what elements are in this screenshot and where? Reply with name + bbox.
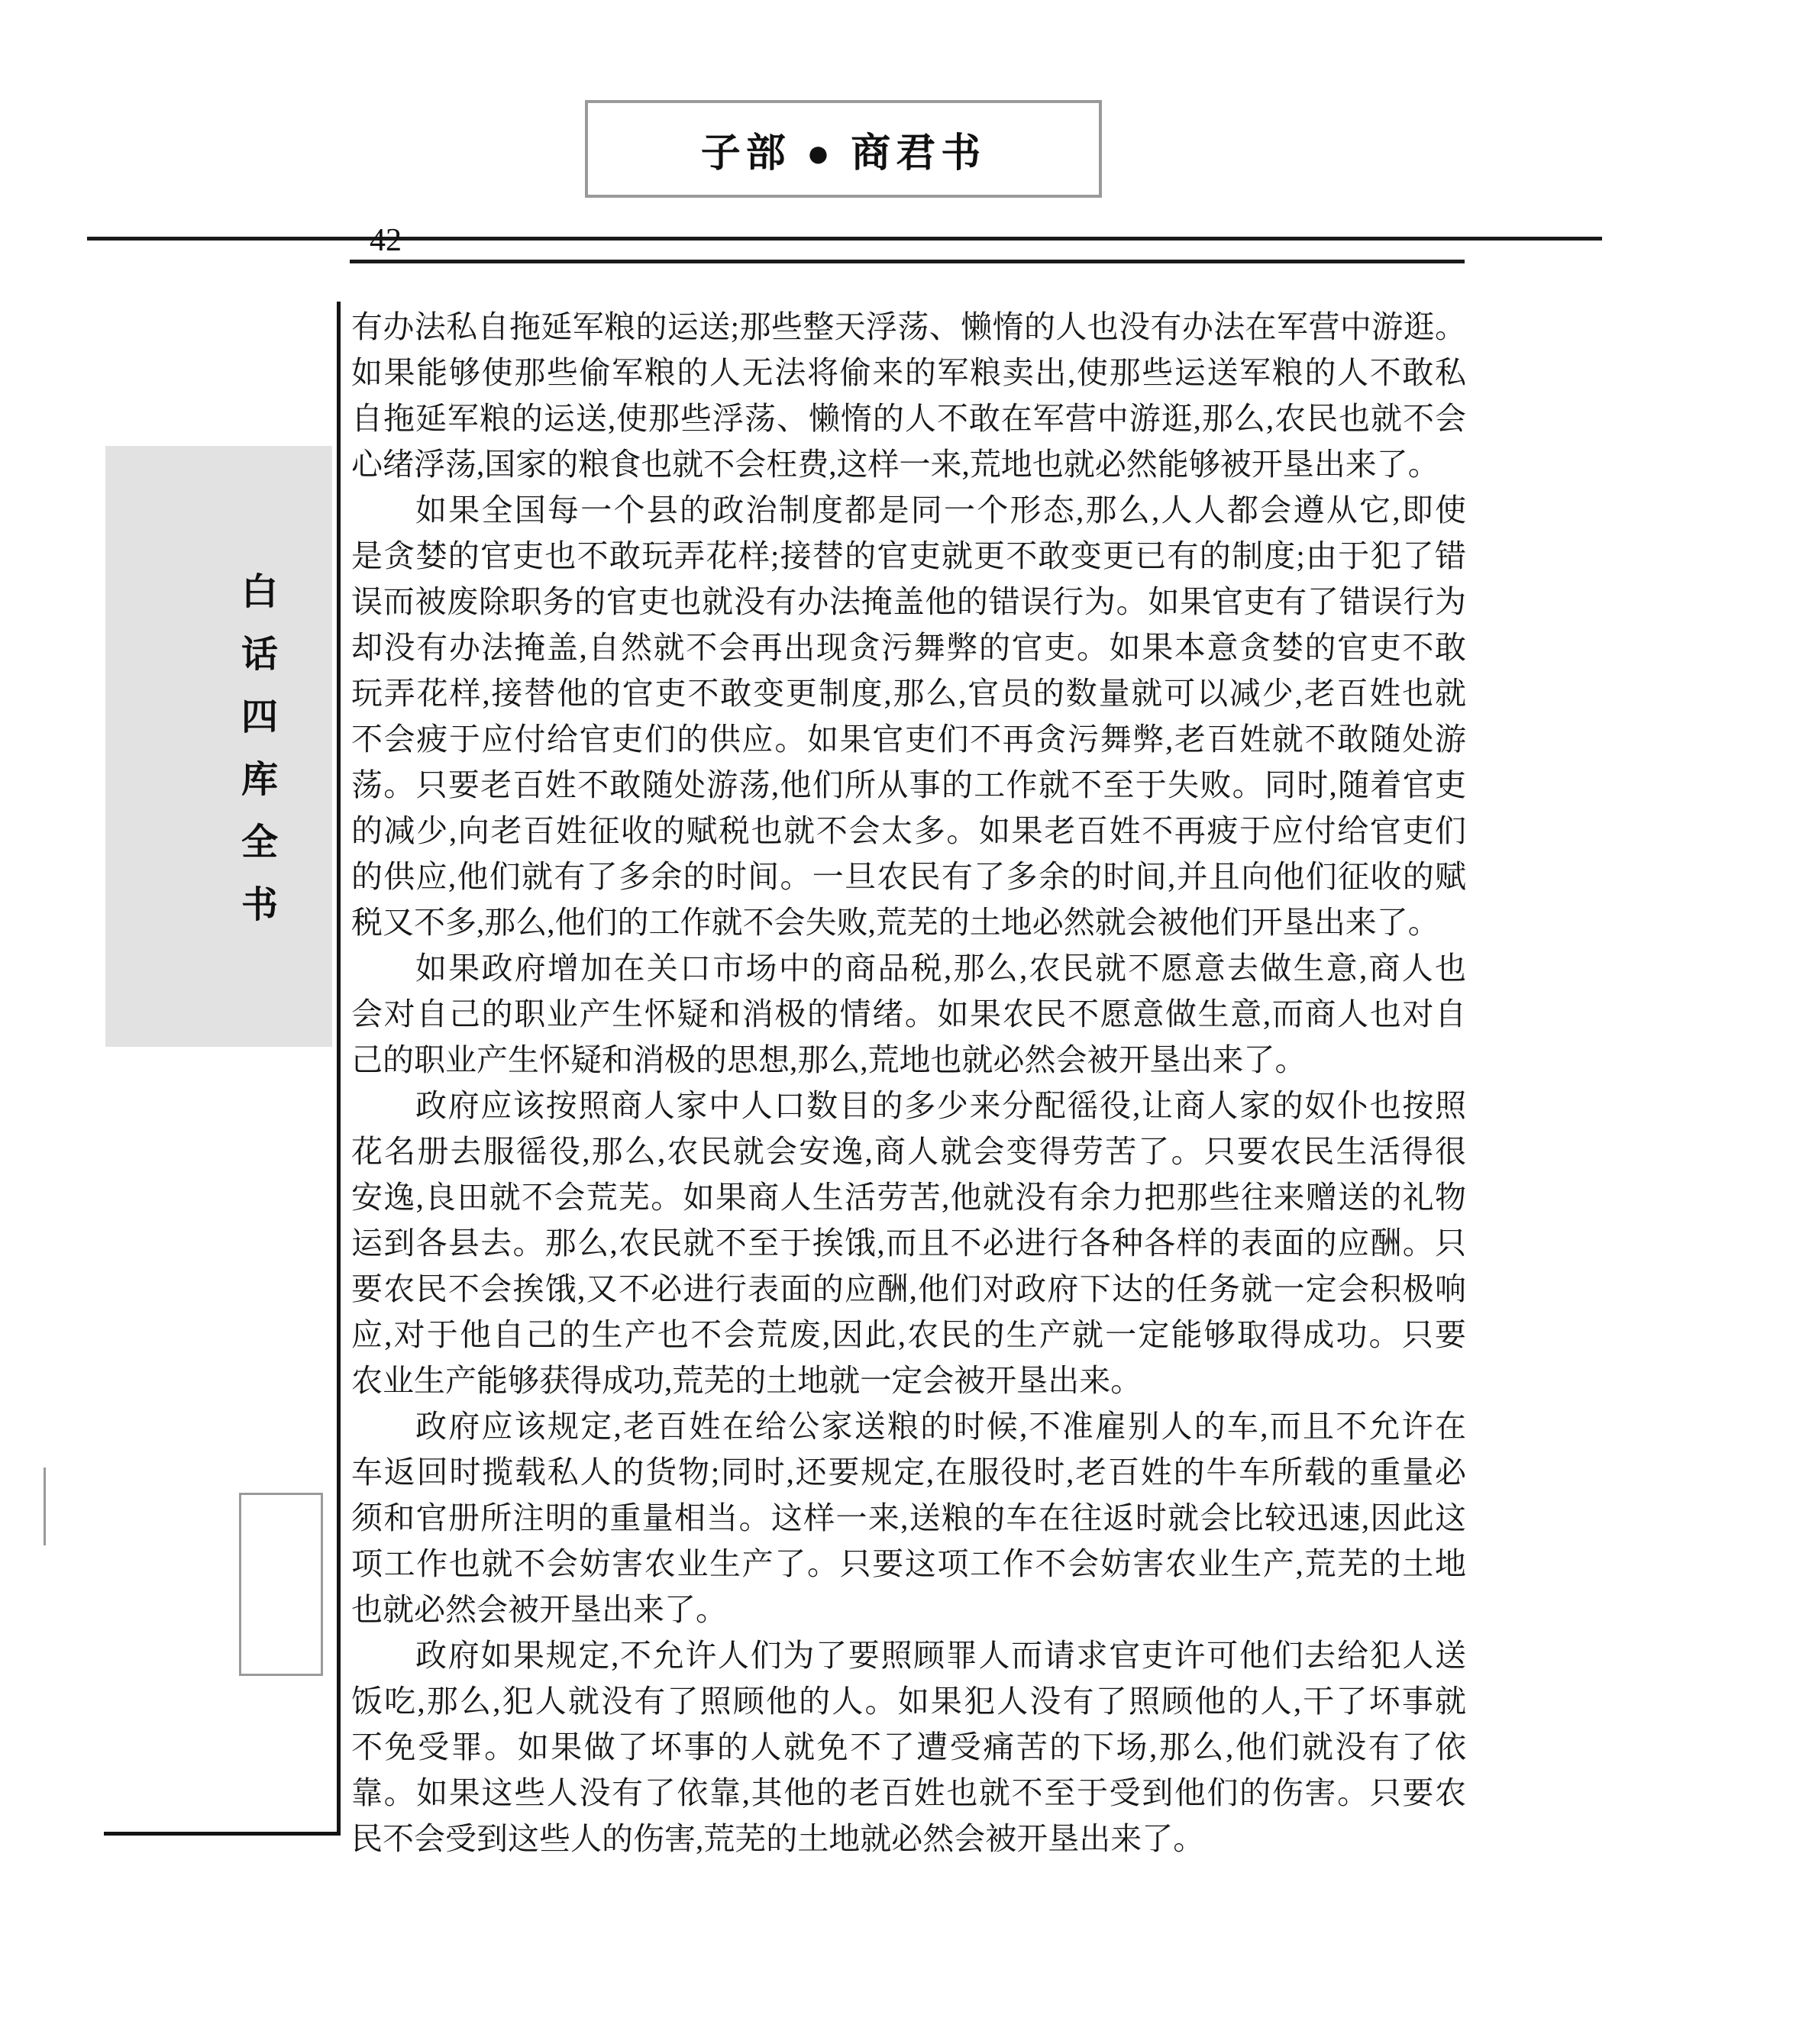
page-number: 42 [370,223,402,258]
text-line: 如果全国每一个县的政治制度都是同一个形态,那么,人人都会遵从它,即使 [415,492,1466,528]
text-line: 荡。只要老百姓不敢随处游荡,他们所从事的工作就不至于失败。同时,随着官吏 [351,767,1466,802]
text-line: 政府应该规定,老百姓在给公家送粮的时候,不准雇别人的车,而且不允许在 [415,1409,1466,1444]
series-title-vertical [236,569,283,945]
series-char: 库 [241,760,278,800]
empty-note-box [239,1493,323,1676]
series-panel [105,446,332,1047]
text-line: 不会疲于应付给官吏们的供应。如果官吏们不再贪污舞弊,老百姓就不敢随处游 [351,722,1466,757]
text-line: 的供应,他们就有了多余的时间。一旦农民有了多余的时间,并且向他们征收的赋 [351,859,1466,894]
text-line: 如果能够使那些偷军粮的人无法将偷来的军粮卖出,使那些运送军粮的人不敢私 [351,355,1466,390]
text-line: 花名册去服徭役,那么,农民就会安逸,商人就会变得劳苦了。只要农民生活得很 [351,1134,1466,1169]
text-line: 应,对于他自己的生产也不会荒废,因此,农民的生产就一定能够取得成功。只要 [351,1317,1466,1352]
text-line: 车返回时揽载私人的货物;同时,还要规定,在服役时,老百姓的牛车所载的重量必 [351,1455,1466,1490]
left-vertical-rule [337,302,341,1836]
series-char: 四 [241,697,278,738]
text-line: 如果政府增加在关口市场中的商品税,那么,农民就不愿意去做生意,商人也 [415,951,1466,986]
series-char: 话 [241,635,278,675]
body-text [351,304,1466,1862]
text-line: 政府应该按照商人家中人口数目的多少来分配徭役,让商人家的奴仆也按照 [415,1088,1466,1123]
text-line: 玩弄花样,接替他的官吏不敢变更制度,那么,官员的数量就可以减少,老百姓也就 [351,676,1466,711]
top-rule [87,237,1602,241]
series-char: 书 [241,885,278,925]
text-line: 税又不多,那么,他们的工作就不会失败,荒芜的土地必然就会被他们开垦出来了。 [351,905,1439,940]
text-line: 安逸,良田就不会荒芜。如果商人生活劳苦,他就没有余力把那些往来赠送的礼物 [351,1180,1466,1215]
header-title: 子部 ● 商君书 [700,131,987,176]
text-line: 心绪浮荡,国家的粮食也就不会枉费,这样一来,荒地也就必然能够被开垦出来了。 [351,447,1439,482]
text-line: 农业生产能够获得成功,荒芜的土地就一定会被开垦出来。 [351,1363,1142,1398]
text-line: 项工作也就不会妨害农业生产了。只要这项工作不会妨害农业生产,荒芜的土地 [351,1546,1466,1581]
text-line: 饭吃,那么,犯人就没有了照顾他的人。如果犯人没有了照顾他的人,干了坏事就 [351,1684,1466,1719]
header-box [585,100,1102,198]
bottom-left-rule [104,1832,341,1836]
text-line: 误而被废除职务的官吏也就没有办法掩盖他的错误行为。如果官吏有了错误行为 [351,584,1466,619]
text-line: 民不会受到这些人的伤害,荒芜的土地就必然会被开垦出来了。 [351,1821,1205,1856]
second-rule [350,260,1465,263]
left-edge-scan-mark [44,1468,46,1545]
text-line: 是贪婪的官吏也不敢玩弄花样;接替的官吏就更不敢变更已有的制度;由于犯了错 [351,538,1466,573]
text-line: 运到各县去。那么,农民就不至于挨饿,而且不必进行各种各样的表面的应酬。只 [351,1225,1466,1261]
text-line: 须和官册所注明的重量相当。这样一来,送粮的车在往返时就会比较迅速,因此这 [351,1500,1466,1535]
series-char: 白 [241,572,278,612]
text-line: 自拖延军粮的运送,使那些浮荡、懒惰的人不敢在军营中游逛,那么,农民也就不会 [351,401,1466,436]
series-char: 全 [241,822,278,863]
text-line: 不免受罪。如果做了坏事的人就免不了遭受痛苦的下场,那么,他们就没有了依 [351,1729,1466,1765]
text-line: 政府如果规定,不允许人们为了要照顾罪人而请求官吏许可他们去给犯人送 [415,1638,1466,1673]
text-line: 靠。如果这些人没有了依靠,其他的老百姓也就不至于受到他们的伤害。只要农 [351,1775,1466,1810]
text-line: 的减少,向老百姓征收的赋税也就不会太多。如果老百姓不再疲于应付给官吏们 [351,813,1466,848]
text-line: 有办法私自拖延军粮的运送;那些整天浮荡、懒惰的人也没有办法在军营中游逛。 [351,309,1466,344]
text-line: 也就必然会被开垦出来了。 [351,1592,727,1627]
text-line: 要农民不会挨饿,又不必进行表面的应酬,他们对政府下达的任务就一定会积极响 [351,1271,1466,1306]
text-line: 己的职业产生怀疑和消极的思想,那么,荒地也就必然会被开垦出来了。 [351,1042,1307,1077]
text-line: 会对自己的职业产生怀疑和消极的情绪。如果农民不愿意做生意,而商人也对自 [351,996,1466,1032]
text-line: 却没有办法掩盖,自然就不会再出现贪污舞弊的官吏。如果本意贪婪的官吏不敢 [351,630,1466,665]
